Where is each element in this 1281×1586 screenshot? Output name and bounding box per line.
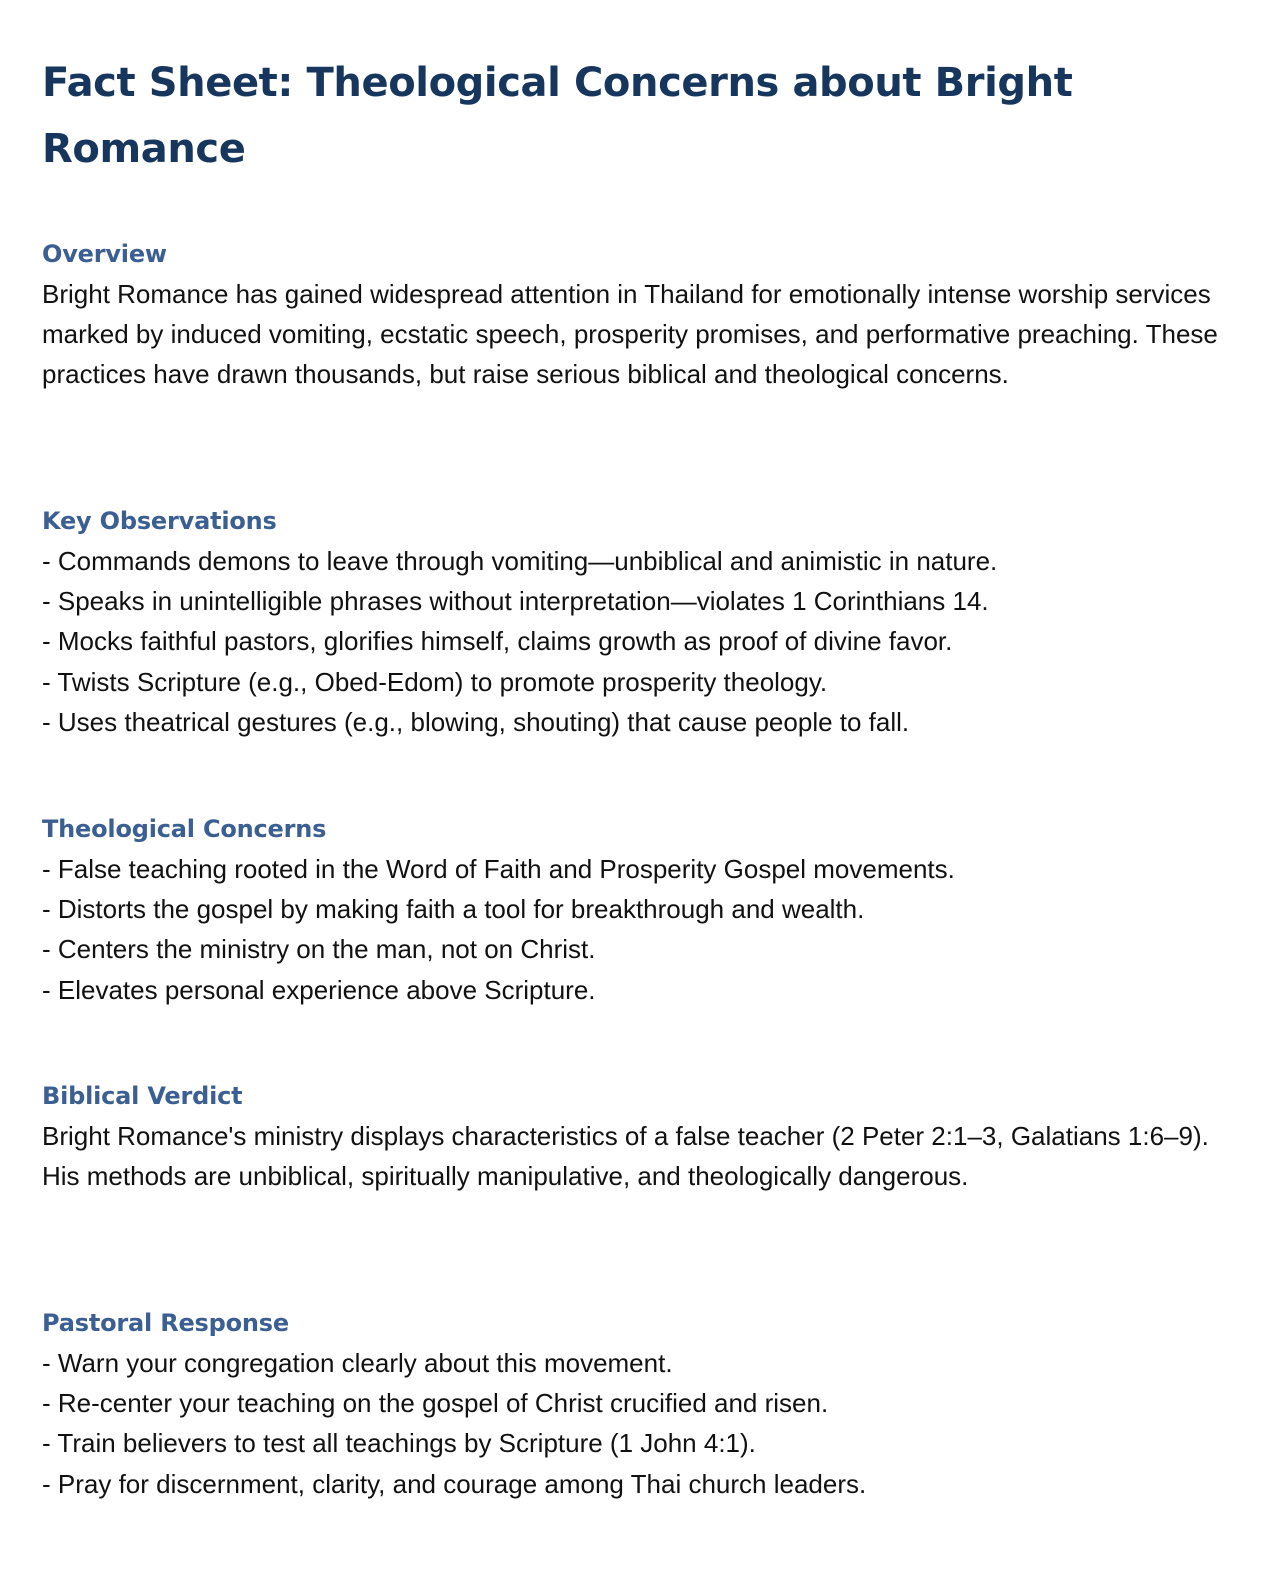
key-observations-list bbox=[42, 541, 1242, 742]
biblical-verdict-heading: Biblical Verdict bbox=[42, 1082, 243, 1110]
list-item: - Uses theatrical gestures (e.g., blowing, shouting) that cause people to fall. bbox=[42, 706, 910, 737]
biblical-verdict-text: Bright Romance's ministry displays characteristics of a false teacher (2 Peter 2:1–3, Galatians 1:6–9). His methods are unbiblical, spiritually manipulative, and theologically dangerous. bbox=[42, 1121, 1209, 1192]
overview-section bbox=[42, 234, 1242, 395]
list-item: - Twists Scripture (e.g., Obed-Edom) to promote prosperity theology. bbox=[42, 666, 828, 697]
list-item: - Speaks in unintelligible phrases without interpretation—violates 1 Corinthians 14. bbox=[42, 586, 989, 617]
overview-text: Bright Romance has gained widespread attention in Thailand for emotionally intense worship services marked by induced vomiting, ecstatic speech, prosperity promises, and performative preaching. These practices have drawn thousands, but raise serious biblical and theological concerns. bbox=[42, 279, 1218, 390]
list-item: - Commands demons to leave through vomiting—unbiblical and animistic in nature. bbox=[42, 546, 998, 576]
list-item: - Mocks faithful pastors, glorifies himself, claims growth as proof of divine favor. bbox=[42, 626, 953, 657]
list-item: - Warn your congregation clearly about this movement. bbox=[42, 1348, 673, 1378]
overview-heading: Overview bbox=[42, 240, 167, 268]
theological-concerns-heading: Theological Concerns bbox=[42, 815, 327, 843]
pastoral-response-heading: Pastoral Response bbox=[42, 1309, 289, 1337]
key-observations-heading: Key Observations bbox=[42, 507, 277, 535]
pastoral-response-section bbox=[42, 1303, 1242, 1504]
pastoral-response-list bbox=[42, 1343, 1242, 1504]
theological-concerns-section bbox=[42, 809, 1242, 1010]
list-item: - Pray for discernment, clarity, and courage among Thai church leaders. bbox=[42, 1468, 867, 1499]
key-observations-section bbox=[42, 501, 1242, 742]
list-item: - Train believers to test all teachings by Scripture (1 John 4:1). bbox=[42, 1428, 756, 1459]
fact-sheet-page bbox=[42, 50, 1242, 1499]
list-item: - Elevates personal experience above Scripture. bbox=[42, 974, 596, 1005]
list-item: - Re-center your teaching on the gospel of Christ crucified and risen. bbox=[42, 1388, 829, 1419]
list-item: - Distorts the gospel by making faith a tool for breakthrough and wealth. bbox=[42, 894, 865, 925]
list-item: - Centers the ministry on the man, not on Christ. bbox=[42, 934, 596, 965]
page-title: Fact Sheet: Theological Concerns about Bright Romance bbox=[42, 60, 1073, 172]
theological-concerns-list bbox=[42, 849, 1242, 1010]
biblical-verdict-section bbox=[42, 1076, 1242, 1196]
list-item: - False teaching rooted in the Word of Faith and Prosperity Gospel movements. bbox=[42, 854, 955, 884]
